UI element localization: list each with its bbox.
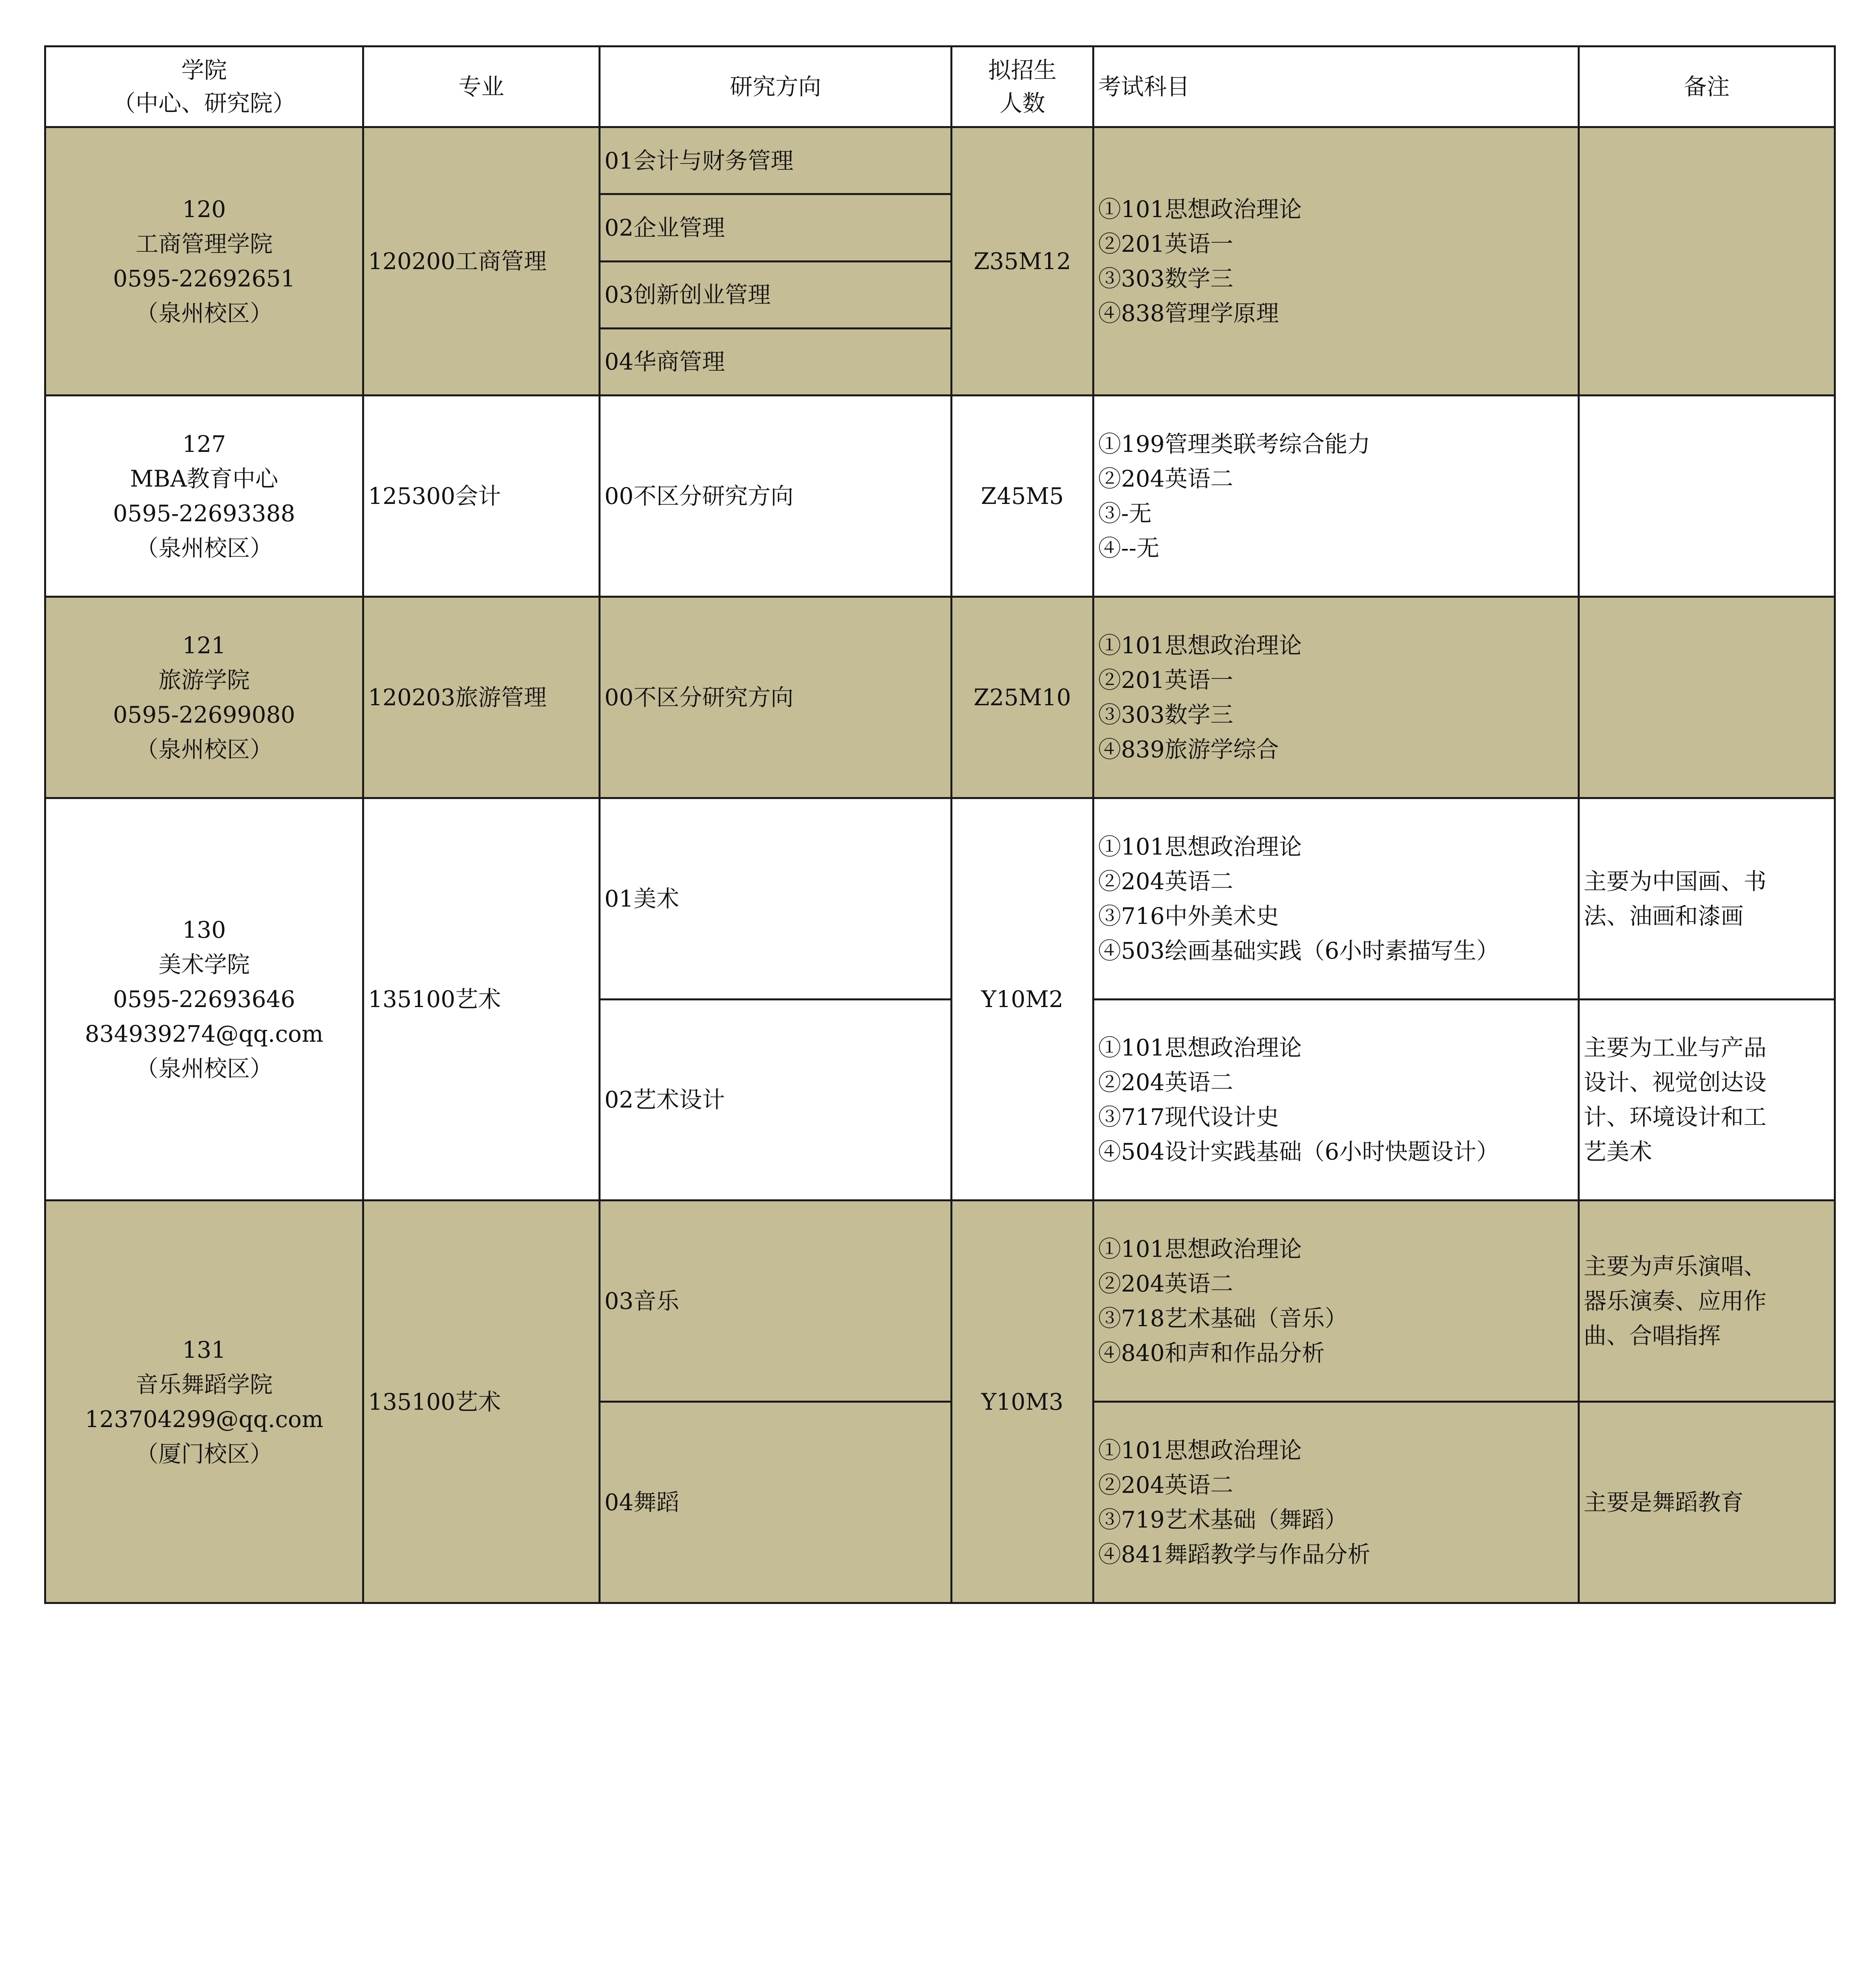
- table-row: [45, 1201, 1835, 1402]
- major-cell: 120203旅游管理: [363, 597, 600, 798]
- header-exam: 考试科目: [1093, 46, 1579, 127]
- direction-cell: 02艺术设计: [600, 999, 952, 1201]
- major-cell: 135100艺术: [363, 798, 600, 1201]
- table-row: [45, 798, 1835, 999]
- direction-cell: 00不区分研究方向: [600, 396, 952, 597]
- remark-cell: [1579, 396, 1835, 597]
- major-cell: 125300会计: [363, 396, 600, 597]
- college-cell: 127 MBA教育中心 0595-22693388 （泉州校区）: [45, 396, 363, 597]
- direction-cell: 04舞蹈: [600, 1402, 952, 1603]
- exam-cell: ①101思想政治理论 ②204英语二 ③717现代设计史 ④504设计实践基础（6小时快题设计）: [1093, 999, 1579, 1201]
- exam-cell: ①101思想政治理论 ②204英语二 ③716中外美术史 ④503绘画基础实践（6小时素描写生）: [1093, 798, 1579, 999]
- direction-cell: 01美术: [600, 798, 952, 999]
- remark-cell: [1579, 127, 1835, 396]
- quota-cell: Z35M12: [952, 127, 1093, 396]
- exam-cell: ①101思想政治理论 ②204英语二 ③719艺术基础（舞蹈） ④841舞蹈教学与作品分析: [1093, 1402, 1579, 1603]
- major-cell: 120200工商管理: [363, 127, 600, 396]
- exam-cell: ①101思想政治理论 ②201英语一 ③303数学三 ④839旅游学综合: [1093, 597, 1579, 798]
- quota-cell: Y10M2: [952, 798, 1093, 1201]
- exam-cell: ①199管理类联考综合能力 ②204英语二 ③-无 ④--无: [1093, 396, 1579, 597]
- header-college: 学院 （中心、研究院）: [45, 46, 363, 127]
- college-cell: 130 美术学院 0595-22693646 834939274@qq.com （泉州校区）: [45, 798, 363, 1201]
- quota-cell: Y10M3: [952, 1201, 1093, 1603]
- college-cell: 120 工商管理学院 0595-22692651 （泉州校区）: [45, 127, 363, 396]
- remark-cell: 主要为中国画、书 法、油画和漆画: [1579, 798, 1835, 999]
- admissions-table: [44, 45, 1836, 1604]
- header-remark: 备注: [1579, 46, 1835, 127]
- quota-cell: Z25M10: [952, 597, 1093, 798]
- direction-cell: 03音乐: [600, 1201, 952, 1402]
- direction-cell: 00不区分研究方向: [600, 597, 952, 798]
- remark-cell: 主要为声乐演唱、 器乐演奏、应用作 曲、合唱指挥: [1579, 1201, 1835, 1402]
- college-cell: 131 音乐舞蹈学院 123704299@qq.com （厦门校区）: [45, 1201, 363, 1603]
- exam-cell: ①101思想政治理论 ②201英语一 ③303数学三 ④838管理学原理: [1093, 127, 1579, 396]
- table-row: [45, 396, 1835, 597]
- remark-cell: 主要是舞蹈教育: [1579, 1402, 1835, 1603]
- table-row: [45, 597, 1835, 798]
- direction-cell: 03创新创业管理: [600, 261, 952, 328]
- college-cell: 121 旅游学院 0595-22699080 （泉州校区）: [45, 597, 363, 798]
- header-row: [45, 46, 1835, 127]
- remark-cell: 主要为工业与产品 设计、视觉创达设 计、环境设计和工 艺美术: [1579, 999, 1835, 1201]
- remark-cell: [1579, 597, 1835, 798]
- exam-cell: ①101思想政治理论 ②204英语二 ③718艺术基础（音乐） ④840和声和作品分析: [1093, 1201, 1579, 1402]
- direction-cell: 04华商管理: [600, 328, 952, 395]
- major-cell: 135100艺术: [363, 1201, 600, 1603]
- header-quota: 拟招生 人数: [952, 46, 1093, 127]
- direction-cell: 02企业管理: [600, 194, 952, 261]
- direction-cell: 01会计与财务管理: [600, 127, 952, 194]
- header-major: 专业: [363, 46, 600, 127]
- quota-cell: Z45M5: [952, 396, 1093, 597]
- header-direction: 研究方向: [600, 46, 952, 127]
- table-row: [45, 127, 1835, 194]
